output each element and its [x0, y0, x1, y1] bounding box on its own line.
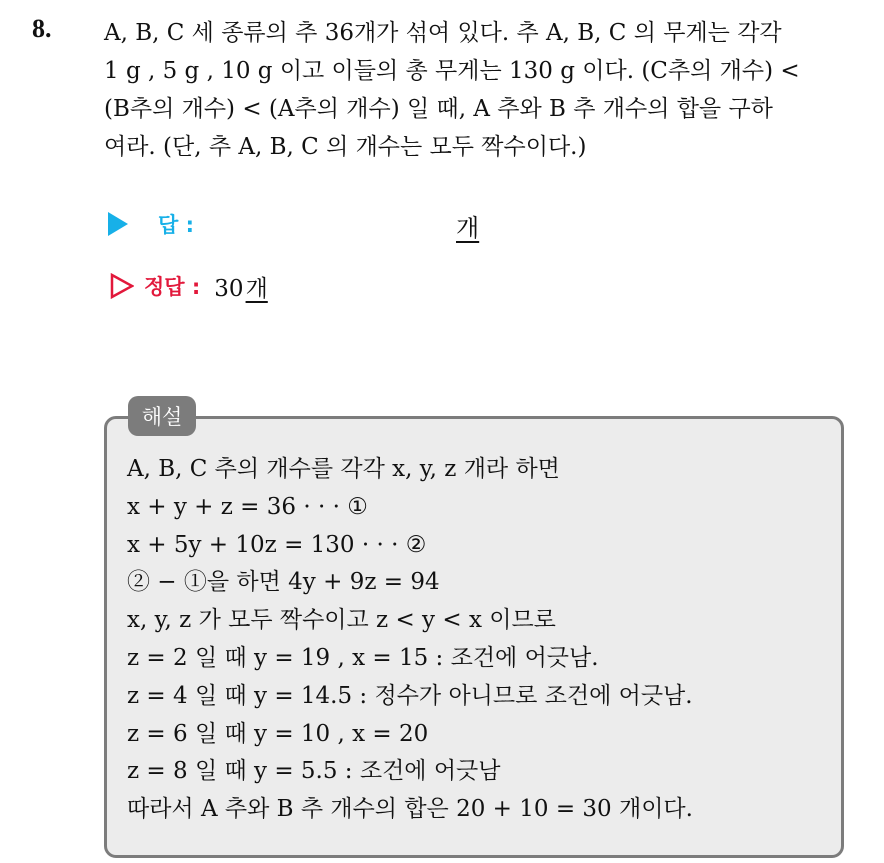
correct-answer-unit: 개: [245, 275, 268, 302]
correct-answer-row: [110, 266, 268, 306]
question-line: 1 g , 5 g , 10 g 이고 이들의 총 무게는 130 g 이다. (C추의 개수) <: [104, 58, 800, 84]
answer-row: [108, 204, 480, 244]
solution-line: z = 4 일 때 y = 14.5 : 정수가 아니므로 조건에 어긋남.: [127, 682, 693, 709]
solution-line: z = 2 일 때 y = 19 , x = 15 : 조건에 어긋남.: [127, 644, 599, 671]
correct-answer-number: 30: [214, 275, 244, 302]
answer-unit: 개: [456, 214, 480, 242]
solution-line: z = 8 일 때 y = 5.5 : 조건에 어긋남: [127, 758, 501, 785]
solution-line: x, y, z 가 모두 짝수이고 z < y < x 이므로: [127, 607, 556, 634]
solution-tab: 해설: [128, 396, 196, 436]
correct-answer-label: 정답 :: [144, 275, 201, 299]
question-line: A, B, C 세 종류의 추 36개가 섞여 있다. 추 A, B, C 의 무게는 각각: [104, 20, 782, 46]
solution-line: z = 6 일 때 y = 10 , x = 20: [127, 720, 429, 747]
solution-line: 따라서 A 추와 B 추 개수의 합은 20 + 10 = 30 개이다.: [127, 796, 693, 823]
solution-line: x + y + z = 36 · · · ①: [127, 493, 368, 520]
outline-triangle-icon: [110, 273, 134, 299]
correct-answer-value: [214, 270, 268, 303]
solution-line: ② − ①을 하면 4y + 9z = 94: [127, 569, 440, 596]
question-text: [104, 14, 864, 166]
solution-line: A, B, C 추의 개수를 각각 x, y, z 개라 하면: [127, 456, 560, 482]
solution-line: x + 5y + 10z = 130 · · · ②: [127, 531, 427, 558]
answer-label: 답 :: [158, 213, 194, 237]
question-line: (B추의 개수) < (A추의 개수) 일 때, A 추와 B 추 개수의 합을 구하: [104, 96, 773, 122]
solution-box: [104, 416, 844, 858]
question-line: 여라. (단, 추 A, B, C 의 개수는 모두 짝수이다.): [104, 134, 587, 160]
solution-text: [127, 451, 693, 829]
play-triangle-icon: [108, 212, 128, 236]
question-number: 8.: [32, 14, 52, 43]
